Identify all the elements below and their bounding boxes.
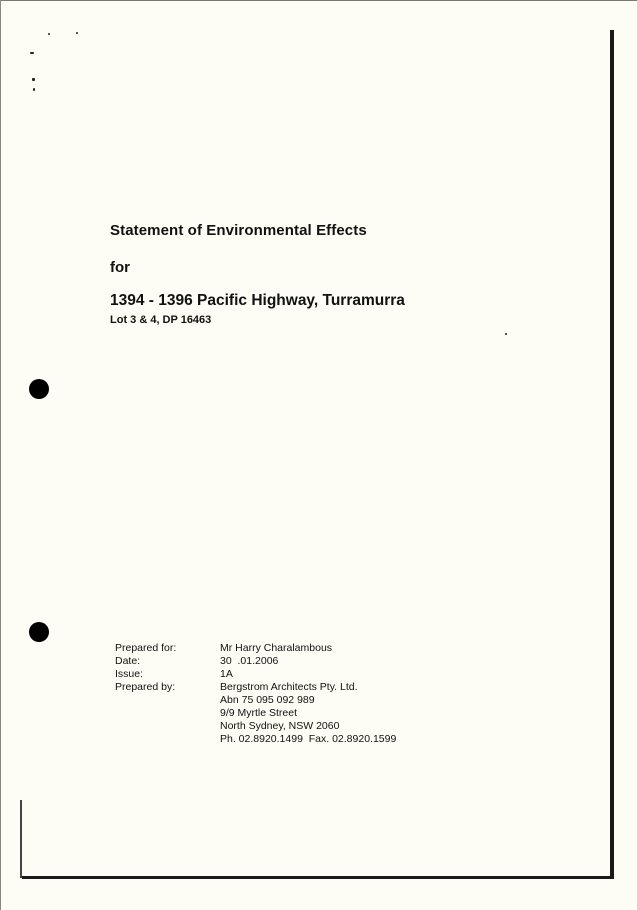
scan-edge-bottom bbox=[22, 876, 614, 879]
scan-speck bbox=[32, 78, 35, 81]
lot-description: Lot 3 & 4, DP 16463 bbox=[110, 314, 212, 326]
date-row bbox=[115, 655, 396, 668]
date-label: Date: bbox=[115, 655, 141, 667]
scan-edge-right bbox=[610, 30, 614, 878]
document-title: Statement of Environmental Effects bbox=[110, 222, 367, 239]
property-address: 1394 - 1396 Pacific Highway, Turramurra bbox=[110, 292, 405, 309]
prepared-by-contact: Ph. 02.8920.1499 Fax. 02.8920.1599 bbox=[220, 733, 397, 745]
for-label: for bbox=[110, 259, 130, 276]
prepared-by-abn: Abn 75 095 092 989 bbox=[220, 694, 315, 706]
prepared-for-value: Mr Harry Charalambous bbox=[220, 642, 333, 654]
document-details bbox=[115, 642, 396, 746]
prepared-by-label: Prepared by: bbox=[115, 681, 176, 693]
prepared-by-row bbox=[115, 681, 396, 694]
scan-speck bbox=[33, 88, 35, 91]
prepared-by-street: 9/9 Myrtle Street bbox=[220, 707, 298, 719]
scan-edge-top bbox=[0, 0, 637, 1]
issue-label: Issue: bbox=[115, 668, 144, 680]
scan-speck bbox=[76, 32, 78, 34]
scan-speck bbox=[48, 33, 50, 35]
punch-hole-bottom bbox=[29, 622, 49, 642]
scan-edge-left bbox=[0, 0, 1, 910]
prepared-by-suburb: North Sydney, NSW 2060 bbox=[220, 720, 340, 732]
issue-value: 1A bbox=[220, 668, 233, 680]
date-value: 30 .01.2006 bbox=[220, 655, 279, 667]
scan-edge-bottom-left bbox=[20, 800, 22, 878]
prepared-for-row bbox=[115, 642, 396, 655]
punch-hole-top bbox=[29, 379, 49, 399]
scan-speck bbox=[30, 52, 34, 54]
issue-row bbox=[115, 668, 396, 681]
scan-speck bbox=[505, 333, 507, 335]
prepared-for-label: Prepared for: bbox=[115, 642, 177, 654]
prepared-by-company: Bergstrom Architects Pty. Ltd. bbox=[220, 681, 358, 693]
